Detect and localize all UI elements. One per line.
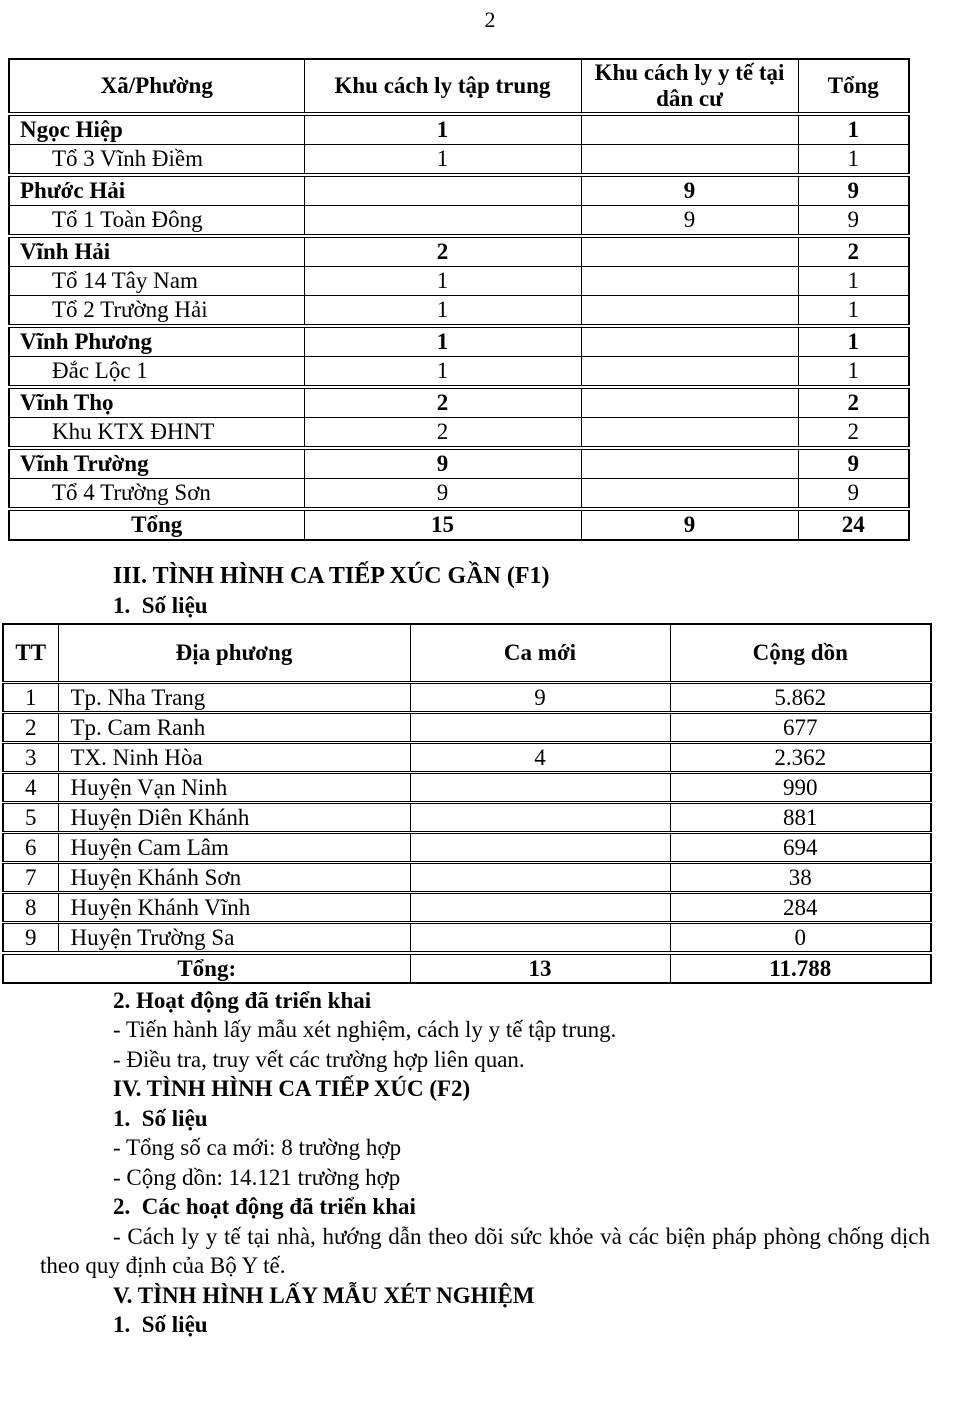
f1-table-body	[3, 682, 931, 953]
table-row	[3, 772, 931, 802]
table-row	[9, 175, 909, 206]
col-header-tt: TT	[3, 624, 58, 682]
col-header-khu-cach-ly-tap-trung: Khu cách ly tập trung	[304, 59, 581, 114]
cong-don-cell: 38	[670, 862, 931, 892]
table-row	[3, 682, 931, 712]
header-row	[9, 59, 909, 114]
col-header-xa-phuong: Xã/Phường	[9, 59, 304, 114]
total-cong-don-cell: 11.788	[670, 953, 931, 983]
ca-moi-cell	[410, 712, 670, 742]
ca-moi-cell	[410, 802, 670, 832]
tt-cell: 2	[3, 712, 58, 742]
tap-trung-value-cell	[304, 175, 581, 206]
ca-moi-cell: 4	[410, 742, 670, 772]
tt-cell: 5	[3, 802, 58, 832]
tt-cell: 4	[3, 772, 58, 802]
total-tap-trung-cell: 15	[304, 509, 581, 540]
dan-cu-value-cell	[581, 145, 798, 176]
table-row	[9, 206, 909, 237]
area-name-cell: Tổ 14 Tây Nam	[9, 267, 304, 296]
total-label-cell: Tổng	[9, 509, 304, 540]
tap-trung-value-cell: 9	[304, 479, 581, 510]
total-ca-moi-cell: 13	[410, 953, 670, 983]
tt-cell: 6	[3, 832, 58, 862]
tap-trung-value-cell: 1	[304, 326, 581, 357]
dan-cu-value-cell	[581, 236, 798, 267]
paragraph: V. TÌNH HÌNH LẤY MẪU XÉT NGHIỆM	[113, 1282, 535, 1308]
tong-value-cell: 1	[798, 296, 909, 327]
table-row	[3, 832, 931, 862]
quarantine-table-footer	[9, 509, 909, 540]
tong-value-cell: 2	[798, 418, 909, 449]
paragraph: IV. TÌNH HÌNH CA TIẾP XÚC (F2)	[113, 1076, 471, 1101]
col-header-ca-moi: Ca mới	[410, 624, 670, 682]
tap-trung-value-cell: 2	[304, 418, 581, 449]
tong-value-cell: 9	[798, 206, 909, 237]
table-row	[9, 114, 909, 145]
table-row	[3, 712, 931, 742]
ca-moi-cell	[410, 862, 670, 892]
cong-don-cell: 2.362	[670, 742, 931, 772]
table-row	[3, 742, 931, 772]
table-row	[9, 326, 909, 357]
cong-don-cell: 990	[670, 772, 931, 802]
table-row	[9, 145, 909, 176]
cong-don-cell: 5.862	[670, 682, 931, 712]
tong-value-cell: 1	[798, 114, 909, 145]
tong-value-cell: 1	[798, 267, 909, 296]
area-name-cell: Ngọc Hiệp	[9, 114, 304, 145]
dia-phuong-cell: Huyện Vạn Ninh	[58, 772, 410, 802]
dan-cu-value-cell	[581, 114, 798, 145]
f1-cases-table	[2, 623, 932, 984]
table-row	[9, 267, 909, 296]
dan-cu-value-cell	[581, 479, 798, 510]
paragraph: - Điều tra, truy vết các trường hợp liên quan.	[113, 1046, 525, 1072]
table-row	[3, 922, 931, 953]
paragraph: - Cách ly y tế tại nhà, hướng dẫn theo dõi sức khỏe và các biện pháp phòng chống dịch theo quy định của Bộ Y tế.	[40, 1223, 936, 1278]
table-row	[3, 862, 931, 892]
col-header-dia-phuong: Địa phương	[58, 624, 410, 682]
paragraph: 2. Hoạt động đã triển khai	[113, 987, 372, 1013]
tong-value-cell: 2	[798, 236, 909, 267]
total-row	[9, 509, 909, 540]
tt-cell: 1	[3, 682, 58, 712]
dan-cu-value-cell	[581, 267, 798, 296]
area-name-cell: Vĩnh Phương	[9, 326, 304, 357]
area-name-cell: Tổ 4 Trường Sơn	[9, 479, 304, 510]
tong-value-cell: 1	[798, 357, 909, 388]
tap-trung-value-cell	[304, 206, 581, 237]
header-row	[3, 624, 931, 682]
tap-trung-value-cell: 1	[304, 267, 581, 296]
cong-don-cell: 0	[670, 922, 931, 953]
dia-phuong-cell: Huyện Cam Lâm	[58, 832, 410, 862]
ca-moi-cell: 9	[410, 682, 670, 712]
table-row	[9, 448, 909, 479]
dia-phuong-cell: Huyện Khánh Vĩnh	[58, 892, 410, 922]
area-name-cell: Vĩnh Trường	[9, 448, 304, 479]
tap-trung-value-cell: 9	[304, 448, 581, 479]
section-heading-f1: III. TÌNH HÌNH CA TIẾP XÚC GẦN (F1)	[113, 563, 550, 589]
tap-trung-value-cell: 2	[304, 236, 581, 267]
cong-don-cell: 881	[670, 802, 931, 832]
paragraph: - Tiến hành lấy mẫu xét nghiệm, cách ly y tế tập trung.	[113, 1017, 617, 1042]
tap-trung-value-cell: 1	[304, 296, 581, 327]
dia-phuong-cell: Huyện Diên Khánh	[58, 802, 410, 832]
quarantine-areas-table	[8, 58, 910, 541]
col-header-tong: Tổng	[798, 59, 909, 114]
paragraph: - Cộng dồn: 14.121 trường hợp	[113, 1164, 401, 1190]
paragraph: 1. Số liệu	[113, 1105, 208, 1131]
tong-value-cell: 2	[798, 387, 909, 418]
tong-value-cell: 9	[798, 479, 909, 510]
dan-cu-value-cell: 9	[581, 206, 798, 237]
tong-value-cell: 9	[798, 175, 909, 206]
area-name-cell: Đắc Lộc 1	[9, 357, 304, 388]
tong-value-cell: 1	[798, 326, 909, 357]
dan-cu-value-cell	[581, 296, 798, 327]
tong-value-cell: 9	[798, 448, 909, 479]
area-name-cell: Tổ 3 Vĩnh Điềm	[9, 145, 304, 176]
ca-moi-cell	[410, 832, 670, 862]
cong-don-cell: 677	[670, 712, 931, 742]
area-name-cell: Vĩnh Thọ	[9, 387, 304, 418]
table-row	[9, 387, 909, 418]
ca-moi-cell	[410, 922, 670, 953]
quarantine-table-body	[9, 114, 909, 509]
area-name-cell: Tổ 2 Trường Hải	[9, 296, 304, 327]
tt-cell: 3	[3, 742, 58, 772]
dia-phuong-cell: Huyện Trường Sa	[58, 922, 410, 953]
col-header-khu-cach-ly-y-te: Khu cách ly y tế tại dân cư	[581, 59, 798, 114]
area-name-cell: Khu KTX ĐHNT	[9, 418, 304, 449]
area-name-cell: Phước Hải	[9, 175, 304, 206]
dia-phuong-cell: Tp. Nha Trang	[58, 682, 410, 712]
tap-trung-value-cell: 1	[304, 114, 581, 145]
area-name-cell: Tổ 1 Toàn Đông	[9, 206, 304, 237]
table-row	[3, 802, 931, 832]
dan-cu-value-cell	[581, 357, 798, 388]
quarantine-table-header	[9, 59, 909, 114]
tap-trung-value-cell: 1	[304, 357, 581, 388]
table-row	[3, 892, 931, 922]
paragraph: 1. Số liệu	[113, 1312, 208, 1337]
ca-moi-cell	[410, 772, 670, 802]
table-row	[9, 479, 909, 510]
dan-cu-value-cell	[581, 418, 798, 449]
tt-cell: 8	[3, 892, 58, 922]
tap-trung-value-cell: 2	[304, 387, 581, 418]
total-dan-cu-cell: 9	[581, 509, 798, 540]
dia-phuong-cell: Tp. Cam Ranh	[58, 712, 410, 742]
dia-phuong-cell: Huyện Khánh Sơn	[58, 862, 410, 892]
cong-don-cell: 284	[670, 892, 931, 922]
table-row	[9, 418, 909, 449]
area-name-cell: Vĩnh Hải	[9, 236, 304, 267]
section-subheading-so-lieu: 1. Số liệu	[113, 593, 208, 618]
ca-moi-cell	[410, 892, 670, 922]
tap-trung-value-cell: 1	[304, 145, 581, 176]
paragraph: - Tổng số ca mới: 8 trường hợp	[113, 1135, 402, 1160]
f1-table-header	[3, 624, 931, 682]
dan-cu-value-cell	[581, 326, 798, 357]
dia-phuong-cell: TX. Ninh Hòa	[58, 742, 410, 772]
total-label-cell: Tổng:	[3, 953, 410, 983]
cong-don-cell: 694	[670, 832, 931, 862]
f1-table-footer	[3, 953, 931, 983]
page-number: 2	[484, 7, 496, 32]
body-text-block	[0, 986, 980, 1340]
dan-cu-value-cell	[581, 387, 798, 418]
total-row	[3, 953, 931, 983]
tt-cell: 7	[3, 862, 58, 892]
total-tong-cell: 24	[798, 509, 909, 540]
dan-cu-value-cell: 9	[581, 175, 798, 206]
tong-value-cell: 1	[798, 145, 909, 176]
table-row	[9, 296, 909, 327]
tt-cell: 9	[3, 922, 58, 953]
dan-cu-value-cell	[581, 448, 798, 479]
paragraph: 2. Các hoạt động đã triển khai	[113, 1194, 416, 1219]
table-row	[9, 236, 909, 267]
table-row	[9, 357, 909, 388]
col-header-cong-don: Cộng dồn	[670, 624, 931, 682]
